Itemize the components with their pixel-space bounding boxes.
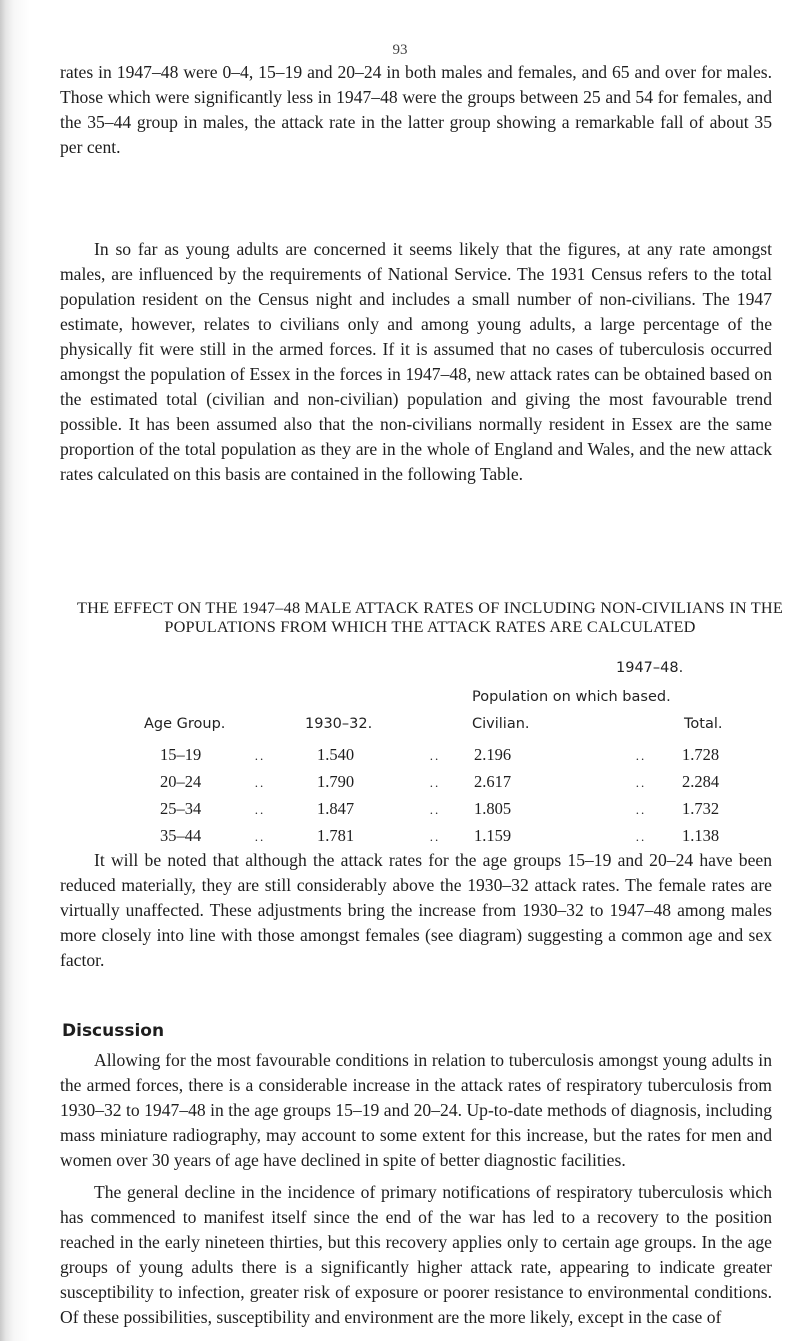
table-cell-rate-1930-32: 1.847 (317, 799, 355, 818)
paragraph-discussion-increase: Allowing for the most favourable conditions in relation to tuberculosis amongst young adults in the armed forces, there is a considerable increase in the attack rates of respiratory tuberculosis from 1930–32 to 1947–48 in the age groups 15–19 and 20–24. Up-to-date methods of diagnosis, including mass miniature radiography, may account to some extent for this increase, but the rates for men and women over 30 years of age have declined in spite of better diagnostic facilities. (60, 1050, 772, 1170)
page-binding-shadow (0, 0, 30, 1341)
table-leader-dots: .. (429, 775, 441, 790)
column-header-age-group: Age Group. (144, 716, 226, 732)
table-cell-total: 1.138 (682, 826, 720, 845)
table-leader-dots: .. (635, 829, 647, 844)
table-leader-dots: .. (254, 829, 266, 844)
section-heading-discussion: Discussion (62, 1021, 165, 1041)
table-cell-total: 1.728 (682, 745, 720, 764)
table-leader-dots: .. (254, 748, 266, 763)
table-leader-dots: .. (429, 748, 441, 763)
table-cell-total: 1.732 (682, 799, 720, 818)
table-leader-dots: .. (635, 748, 647, 763)
table-cell-age: 35–44 (160, 826, 202, 845)
table-cell-rate-1930-32: 1.781 (317, 826, 355, 845)
table-cell-age: 15–19 (160, 745, 202, 764)
table-leader-dots: .. (635, 775, 647, 790)
paragraph-national-service: In so far as young adults are concerned it seems likely that the figures, at any rate amongst males, are influenced by the requirements of National Service. The 1931 Census refers to the total population resident on the Census night and includes a small number of non-civilians. The 1947 estimate, however, relates to civilians only and among young adults, a large percentage of the physically fit were still in the armed forces. If it is assumed that no cases of tuberculosis occurred amongst the population of Essex in the forces in 1947–48, new attack rates can be obtained based on the estimated total (civilian and non-civilian) population and giving the most favourable trend possible. It has been assumed also that the non-civilians normally resident in Essex are the same proportion of the total population as they are in the whole of England and Wales, and the new attack rates calculated on this basis are contained in the following Table. (60, 239, 772, 484)
table-cell-civilian: 1.159 (474, 826, 512, 845)
table-cell-age: 25–34 (160, 799, 202, 818)
column-header-civilian: Civilian. (472, 716, 530, 732)
paragraph-discussion-decline: The general decline in the incidence of primary notifications of respiratory tuberculosis which has commenced to manifest itself since the end of the war has led to a recovery to the position reached in the early nineteen thirties, but this recovery applies only to certain age groups. In the age groups of young adults there is a significantly higher attack rate, appearing to indicate greater susceptibility to infection, greater risk of exposure or poorer resistance to environmental conditions. Of these possibilities, susceptibility and environment are the more likely, except in the case of (60, 1182, 772, 1327)
table-cell-civilian: 2.617 (474, 772, 512, 791)
page-number: 93 (392, 42, 408, 58)
paragraph-adjusted-rates: It will be noted that although the attack rates for the age groups 15–19 and 20–24 have been reduced materially, they are still considerably above the 1930–32 attack rates. The female rates are virtually unaffected. These adjustments bring the increase from 1930–32 to 1947–48 among males more closely into line with those amongst females (see diagram) suggesting a common age and sex factor. (60, 850, 772, 970)
paragraph-attack-rates: rates in 1947–48 were 0–4, 15–19 and 20–24 in both males and females, and 65 and over for males. Those which were significantly less in 1947–48 were the groups between 25 and 54 for females, and the 35–44 group in males, the attack rate in the latter group showing a remarkable fall of about 35 per cent. (60, 62, 772, 157)
table-period-header: 1947–48. (616, 660, 684, 676)
table-cell-total: 2.284 (682, 772, 720, 791)
column-header-1930-32: 1930–32. (305, 716, 373, 732)
table-leader-dots: .. (429, 802, 441, 817)
table-cell-rate-1930-32: 1.540 (317, 745, 355, 764)
table-cell-rate-1930-32: 1.790 (317, 772, 355, 791)
column-header-total: Total. (684, 716, 723, 732)
table-title: THE EFFECT ON THE 1947–48 MALE ATTACK RATES OF INCLUDING NON-CIVILIANS IN THE POPULATIONS FROM WHICH THE ATTACK RATES ARE CALCULATED (76, 598, 784, 636)
table-cell-civilian: 2.196 (474, 745, 512, 764)
table-population-header: Population on which based. (472, 689, 671, 705)
table-leader-dots: .. (635, 802, 647, 817)
table-leader-dots: .. (254, 775, 266, 790)
table-leader-dots: .. (429, 829, 441, 844)
table-leader-dots: .. (254, 802, 266, 817)
table-cell-age: 20–24 (160, 772, 202, 791)
table-cell-civilian: 1.805 (474, 799, 512, 818)
